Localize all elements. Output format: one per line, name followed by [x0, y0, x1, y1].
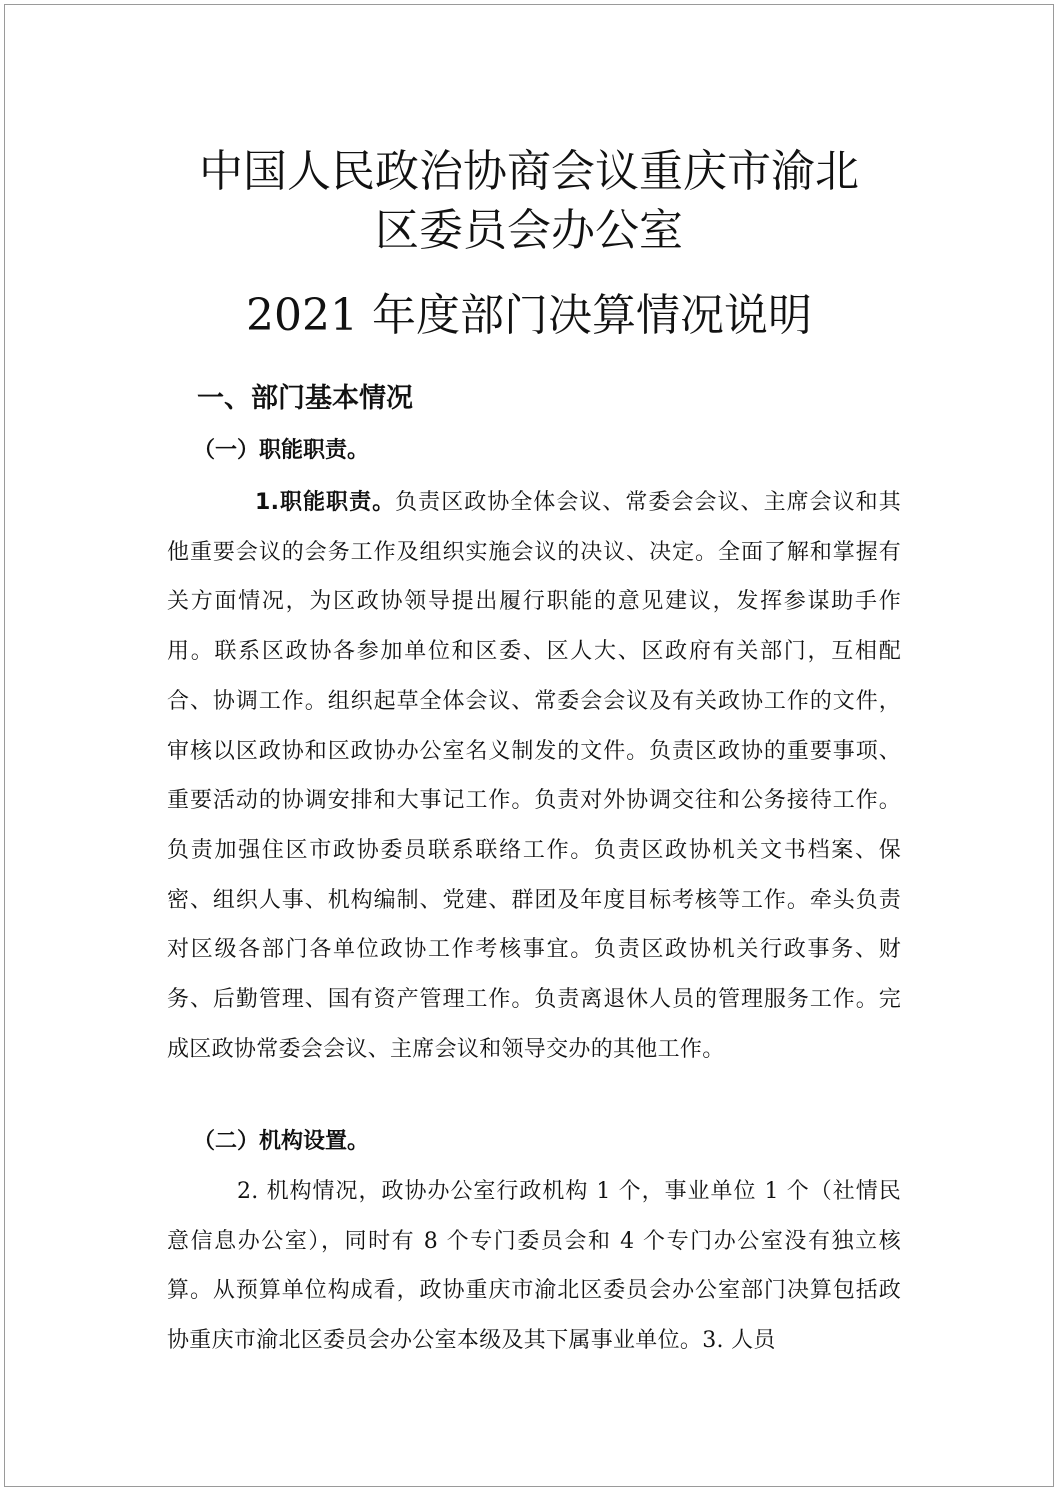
paragraph-duties [167, 478, 901, 1074]
document-title-line-3: 2021 年度部门决算情况说明 [246, 290, 812, 341]
paragraph-organization-text: 2. 机构情况，政协办公室行政机构 1 个，事业单位 1 个（社情民意信息办公室），同时有 8 个专门委员会和 4 个专门办公室没有独立核算。从预算单位构成看，政协重庆市渝北区委员会办公室部门决算包括政协重庆市渝北区委员会办公室本级及其下属事业单位。3. 人员 [167, 1179, 901, 1354]
subsection-heading-duties: （一）职能职责。 [193, 438, 370, 463]
document-title-line-2: 区委员会办公室 [375, 205, 683, 256]
subsection-heading-organization: （二）机构设置。 [193, 1129, 370, 1154]
document-page [4, 4, 1054, 1487]
paragraph-duties-lead: 1.职能职责。 [255, 490, 396, 515]
paragraph-organization [167, 1167, 901, 1366]
section-heading-basic-info: 一、部门基本情况 [197, 383, 413, 414]
document-title-line-1: 中国人民政治协商会议重庆市渝北 [199, 146, 859, 197]
paragraph-duties-text: 负责区政协全体会议、常委会会议、主席会议和其他重要会议的会务工作及组织实施会议的决议、决定。全面了解和掌握有关方面情况，为区政协领导提出履行职能的意见建议，发挥参谋助手作用。联系区政协各参加单位和区委、区人大、区政府有关部门，互相配合、协调工作。组织起草全体会议、常委会会议及有关政协工作的文件，审核以区政协和区政协办公室名义制发的文件。负责区政协的重要事项、重要活动的协调安排和大事记工作。负责对外协调交往和公务接待工作。负责加强住区市政协委员联系联络工作。负责区政协机关文书档案、保密、组织人事、机构编制、党建、群团及年度目标考核等工作。牵头负责对区级各部门各单位政协工作考核事宜。负责区政协机关行政事务、财务、后勤管理、国有资产管理工作。负责离退休人员的管理服务工作。完成区政协常委会会议、主席会议和领导交办的其他工作。 [167, 490, 902, 1062]
